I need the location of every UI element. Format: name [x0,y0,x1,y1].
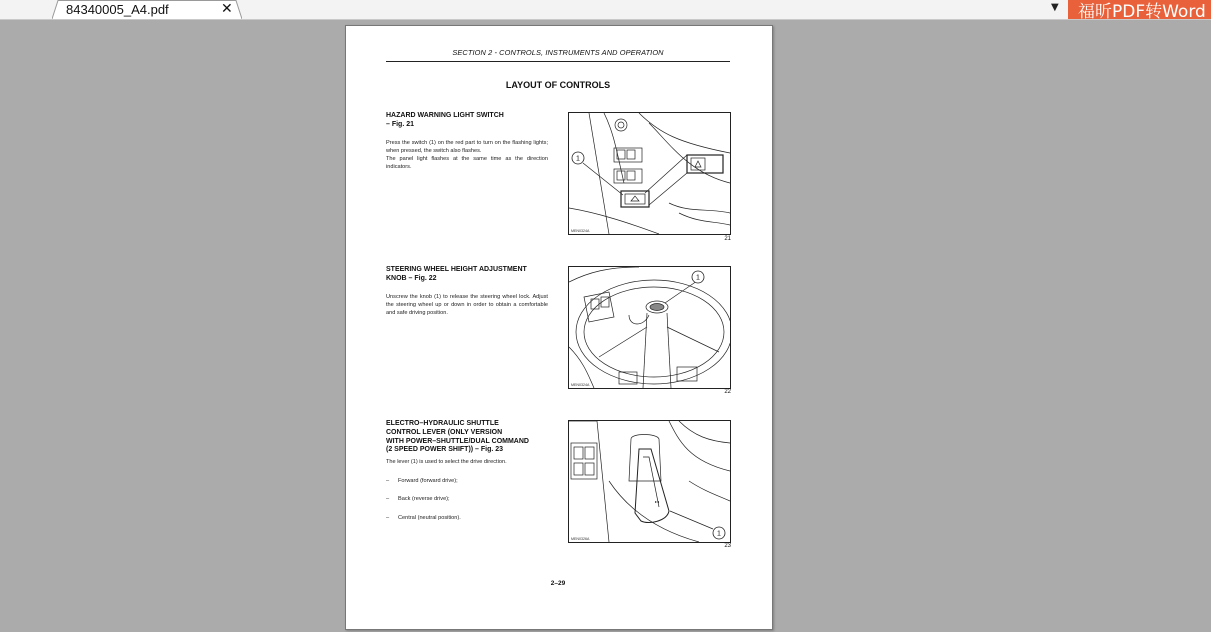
figure-code: MEN0324A [571,383,590,387]
lever-direction-glyph: ▸◂ [655,499,660,504]
figure-number: 22 [724,389,731,395]
title-line: KNOB – Fig. 22 [386,274,437,282]
callout-1-label: 1 [576,155,580,163]
body-paragraph: Press the switch (1) on the red part to turn on the flashing lights; when pressed, the switch also flashes. [386,140,548,154]
control-body-shuttle [386,459,548,467]
title-line: ELECTRO–HYDRAULIC SHUTTLE [386,420,499,427]
figure-23-shuttle-lever [568,420,731,543]
list-dash: – [386,478,390,484]
page-title: LAYOUT OF CONTROLS [505,80,611,90]
body-paragraph: The lever (1) is used to select the drive direction. [386,459,507,465]
control-title-steering [386,266,556,284]
list-dash: – [386,515,390,521]
figure-code: MEN0326A [571,537,590,541]
control-body-hazard [386,140,548,172]
header-rule [386,61,730,62]
body-paragraph: Unscrew the knob (1) to release the steering wheel lock. Adjust the steering wheel up or down in order to obtain a comfortable and safe driving position. [386,294,548,316]
list-text: Forward (forward drive); [398,478,458,484]
pdf-to-word-banner[interactable] [1068,0,1211,19]
steering-wheel-illustration [569,267,730,388]
control-title-hazard [386,112,556,130]
body-paragraph: The panel light flashes at the same time as the direction indicators. [386,155,548,170]
title-line: (2 SPEED POWER SHIFT)) – Fig. 23 [386,446,504,454]
chevron-down-icon[interactable]: ▼ [1051,2,1059,13]
title-line: CONTROL LEVER (ONLY VERSION [386,428,503,436]
list-item [386,478,458,484]
list-item [386,496,450,502]
figure-21-hazard-switch [568,112,731,235]
tab-bar [0,0,1211,20]
list-text: Central (neutral position). [398,515,461,521]
figure-22-steering-knob [568,266,731,389]
list-item [386,515,461,521]
promo-text[interactable]: 福昕PDF转Word [1078,2,1206,19]
callout-1-label: 1 [717,530,721,538]
figure-number: 23 [724,543,731,549]
title-line: WITH POWER–SHUTTLE/DUAL COMMAND [386,437,529,445]
title-line: STEERING WHEEL HEIGHT ADJUSTMENT [386,266,527,273]
shuttle-lever-illustration [569,421,730,542]
title-line: HAZARD WARNING LIGHT SWITCH [386,112,504,119]
pdf-page [345,25,773,630]
page-number: 2–29 [550,580,566,587]
figure-number: 21 [724,236,731,242]
close-icon[interactable]: ✕ [221,1,233,17]
tab-title[interactable]: 84340005_A4.pdf [66,2,169,17]
list-dash: – [386,496,390,502]
figure-code: MEN0324A [571,229,590,233]
control-body-steering [386,294,548,318]
control-title-shuttle [386,420,556,455]
list-text: Back (reverse drive); [398,496,450,502]
callout-1-label: 1 [696,274,700,282]
section-header: SECTION 2 - CONTROLS, INSTRUMENTS AND OPERATION [452,48,664,57]
title-line: – Fig. 21 [386,120,415,128]
hazard-switch-illustration [569,113,730,234]
